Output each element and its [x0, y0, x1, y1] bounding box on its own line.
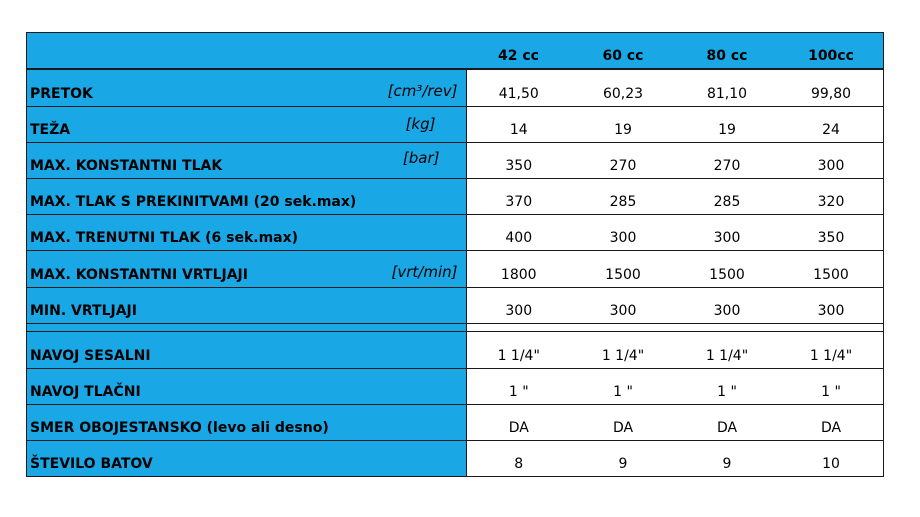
table-row: [27, 441, 883, 476]
value-cell: 1 1/4": [571, 332, 675, 368]
row-label: MAX. TRENUTNI TLAK (6 sek.max): [30, 230, 299, 247]
row-label: NAVOJ TLAČNI: [30, 383, 141, 400]
column-header: 80 cc: [675, 33, 779, 69]
value-cell: 1 1/4": [779, 332, 883, 368]
row-unit: [kg]: [405, 114, 436, 133]
value-cell: 300: [571, 215, 675, 251]
value-cell: 350: [466, 142, 571, 178]
value-cell: 99,80: [779, 69, 883, 106]
row-label-cell: [27, 69, 466, 106]
value-cell: 300: [571, 287, 675, 323]
value-cell: 19: [675, 106, 779, 142]
value-cell: 1 ": [466, 368, 571, 404]
table-row: [27, 179, 883, 215]
spec-table-container: [26, 32, 884, 477]
table-row: [27, 332, 883, 368]
table-row: [27, 404, 883, 440]
row-label: ŠTEVILO BATOV: [30, 456, 153, 472]
row-label-cell: [27, 179, 466, 215]
value-cell: DA: [571, 404, 675, 440]
value-cell: 14: [466, 106, 571, 142]
row-label: NAVOJ SESALNI: [30, 347, 151, 364]
row-label-cell: [27, 332, 466, 368]
value-cell: 300: [675, 215, 779, 251]
value-cell: 300: [779, 287, 883, 323]
table-row: [27, 106, 883, 142]
value-cell: 270: [675, 142, 779, 178]
value-cell: DA: [466, 404, 571, 440]
column-header: 60 cc: [571, 33, 675, 69]
row-label-cell: [27, 215, 466, 251]
value-cell: 400: [466, 215, 571, 251]
value-cell: 350: [779, 215, 883, 251]
row-label: SMER OBOJESTANSKO (levo ali desno): [30, 420, 329, 437]
value-cell: 1 ": [571, 368, 675, 404]
table-row: [27, 69, 883, 106]
table-row: [27, 287, 883, 323]
spacer-row: [27, 323, 883, 332]
table-row: [27, 142, 883, 178]
row-label: TEŽA: [30, 121, 71, 138]
row-label-cell: [27, 287, 466, 323]
value-cell: 9: [675, 441, 779, 476]
table-row: [27, 215, 883, 251]
value-cell: 24: [779, 106, 883, 142]
value-cell: 1800: [466, 251, 571, 287]
row-label-cell: [27, 441, 466, 476]
value-cell: 60,23: [571, 69, 675, 106]
header-row: [27, 33, 883, 69]
spec-table: [27, 33, 883, 476]
row-label-cell: [27, 404, 466, 440]
value-cell: 300: [779, 142, 883, 178]
value-cell: [466, 323, 571, 332]
value-cell: 1 ": [779, 368, 883, 404]
row-label-cell: [27, 251, 466, 287]
value-cell: DA: [779, 404, 883, 440]
row-unit: [cm³/rev]: [387, 82, 458, 101]
row-label: MAX. KONSTANTNI VRTLJAJI: [30, 266, 248, 283]
value-cell: 1 1/4": [675, 332, 779, 368]
value-cell: 9: [571, 441, 675, 476]
row-label-cell: [27, 368, 466, 404]
value-cell: 285: [571, 179, 675, 215]
value-cell: 19: [571, 106, 675, 142]
row-label-cell: [27, 323, 466, 332]
row-label-cell: [27, 106, 466, 142]
value-cell: 370: [466, 179, 571, 215]
value-cell: 1 1/4": [466, 332, 571, 368]
value-cell: DA: [675, 404, 779, 440]
row-label: PRETOK: [30, 85, 93, 102]
header-empty-cell: [27, 33, 466, 69]
row-unit: [vrt/min]: [391, 263, 458, 282]
value-cell: 285: [675, 179, 779, 215]
row-unit: [bar]: [402, 148, 440, 167]
column-header: 100cc: [779, 33, 883, 69]
value-cell: 41,50: [466, 69, 571, 106]
value-cell: [571, 323, 675, 332]
value-cell: 8: [466, 441, 571, 476]
row-label-cell: [27, 142, 466, 178]
value-cell: 320: [779, 179, 883, 215]
value-cell: 270: [571, 142, 675, 178]
table-row: [27, 368, 883, 404]
value-cell: [779, 323, 883, 332]
table-row: [27, 251, 883, 287]
value-cell: [675, 323, 779, 332]
value-cell: 1500: [675, 251, 779, 287]
value-cell: 1 ": [675, 368, 779, 404]
row-label: MAX. TLAK S PREKINITVAMI (20 sek.max): [30, 194, 357, 211]
row-label: MAX. KONSTANTNI TLAK: [30, 158, 223, 175]
row-label: MIN. VRTLJAJI: [30, 302, 137, 319]
value-cell: 81,10: [675, 69, 779, 106]
value-cell: 1500: [779, 251, 883, 287]
value-cell: 10: [779, 441, 883, 476]
value-cell: 300: [466, 287, 571, 323]
value-cell: 1500: [571, 251, 675, 287]
value-cell: 300: [675, 287, 779, 323]
column-header: 42 cc: [466, 33, 571, 69]
